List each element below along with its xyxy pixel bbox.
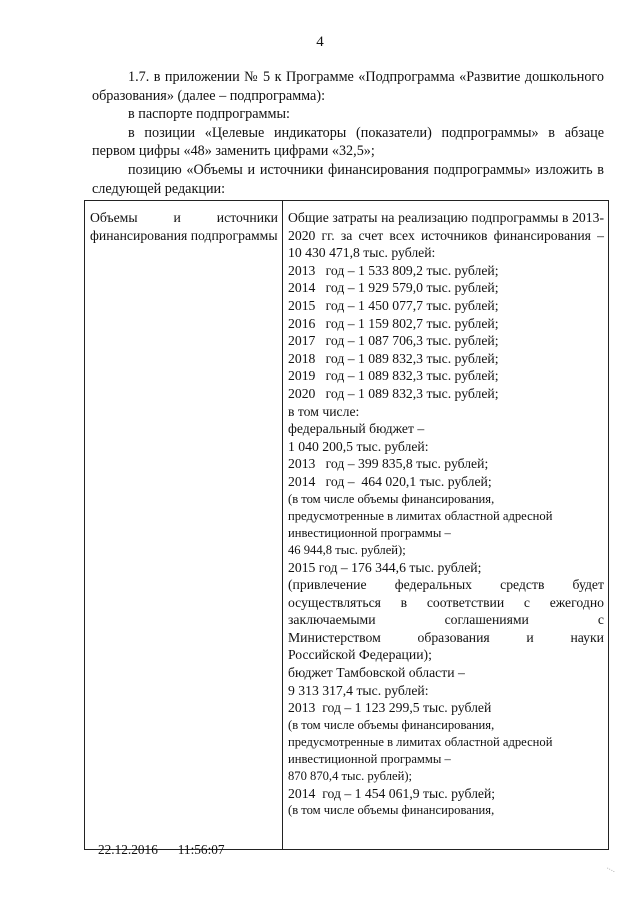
including-label: в том числе: (288, 403, 360, 419)
table-value-cell (283, 201, 609, 850)
regional-year-line: 2014 год – 1 454 061,9 тыс. рублей; (288, 785, 496, 801)
federal-note: (привлечение федеральных средств будет (288, 577, 604, 593)
year-line: 2013 год – 1 533 809,2 тыс. рублей; (288, 262, 499, 278)
federal-note: заключаемыми соглашениями с (288, 612, 604, 628)
federal-year-line: 2015 год – 176 344,6 тыс. рублей; (288, 559, 482, 575)
regional-year-line: 2013 год – 1 123 299,5 тыс. рублей (288, 700, 492, 716)
regional-2013-note: 870 870,4 тыс. рублей); (288, 768, 413, 783)
regional-2013-note: предусмотренные в лимитах областной адресной (288, 734, 553, 749)
table-row (85, 201, 609, 850)
federal-note: Министерством образования и науки (288, 629, 604, 645)
year-line: 2017 год – 1 087 706,3 тыс. рублей; (288, 333, 499, 349)
year-line: 2020 год – 1 089 832,3 тыс. рублей; (288, 385, 499, 401)
regional-budget-total: 9 313 317,4 тыс. рублей: (288, 682, 429, 698)
federal-budget-total: 1 040 200,5 тыс. рублей: (288, 438, 429, 454)
federal-year-line: 2013 год – 399 835,8 тыс. рублей; (288, 456, 489, 472)
federal-note: Российской Федерации); (288, 647, 432, 663)
financing-table (84, 200, 609, 850)
intro-text (92, 68, 604, 198)
regional-2013-note: инвестиционной программы – (288, 751, 451, 766)
federal-2014-note: предусмотренные в лимитах областной адресной (288, 508, 553, 523)
year-line: 2019 год – 1 089 832,3 тыс. рублей; (288, 368, 499, 384)
year-line: 2016 год – 1 159 802,7 тыс. рублей; (288, 315, 499, 331)
federal-2014-note: (в том числе объемы финансирования, (288, 491, 495, 506)
page-number: 4 (316, 34, 324, 50)
federal-2014-note: инвестиционной программы – (288, 525, 451, 540)
year-line: 2015 год – 1 450 077,7 тыс. рублей; (288, 297, 499, 313)
year-line: 2018 год – 1 089 832,3 тыс. рублей; (288, 350, 499, 366)
footer-timestamp: 22.12.2016 11:56:07 (98, 842, 225, 857)
year-line: 2014 год – 1 929 579,0 тыс. рублей; (288, 280, 499, 296)
table-label-cell (85, 201, 283, 850)
table-label-text: Объемы и источники финансирования подпрограммы (90, 210, 278, 243)
federal-2014-note: 46 944,8 тыс. рублей); (288, 542, 406, 557)
total-amount: 10 430 471,8 тыс. рублей: (288, 245, 436, 261)
regional-2013-note: (в том числе объемы финансирования, (288, 717, 495, 732)
regional-2014-note: (в том числе объемы финансирования, (288, 803, 495, 818)
intro-paragraph: 1.7. в приложении № 5 к Программе «Подпрограмма «Развитие дошкольного образования» (далее – подпрограмма): (92, 69, 604, 104)
federal-note: осуществляться в соответствии с ежегодно (288, 594, 604, 610)
intro-paragraph: в позиции «Целевые индикаторы (показатели) подпрограммы» в абзаце первом цифры «48» заменить цифрами «32,5»; (92, 124, 604, 160)
intro-paragraph: позицию «Объемы и источники финансирования подпрограммы» изложить в следующей редакции: (92, 161, 604, 197)
total-header: Общие затраты на реализацию подпрограммы в 2013-2020 гг. за счет всех источников финансирования – (288, 210, 604, 243)
intro-paragraph: в паспорте подпрограммы: (128, 106, 290, 123)
federal-budget-label: федеральный бюджет – (288, 421, 425, 437)
regional-budget-label: бюджет Тамбовской области – (288, 665, 465, 681)
corner-scan-mark: ···· (604, 864, 617, 876)
federal-year-line: 2014 год – 464 020,1 тыс. рублей; (288, 473, 492, 489)
